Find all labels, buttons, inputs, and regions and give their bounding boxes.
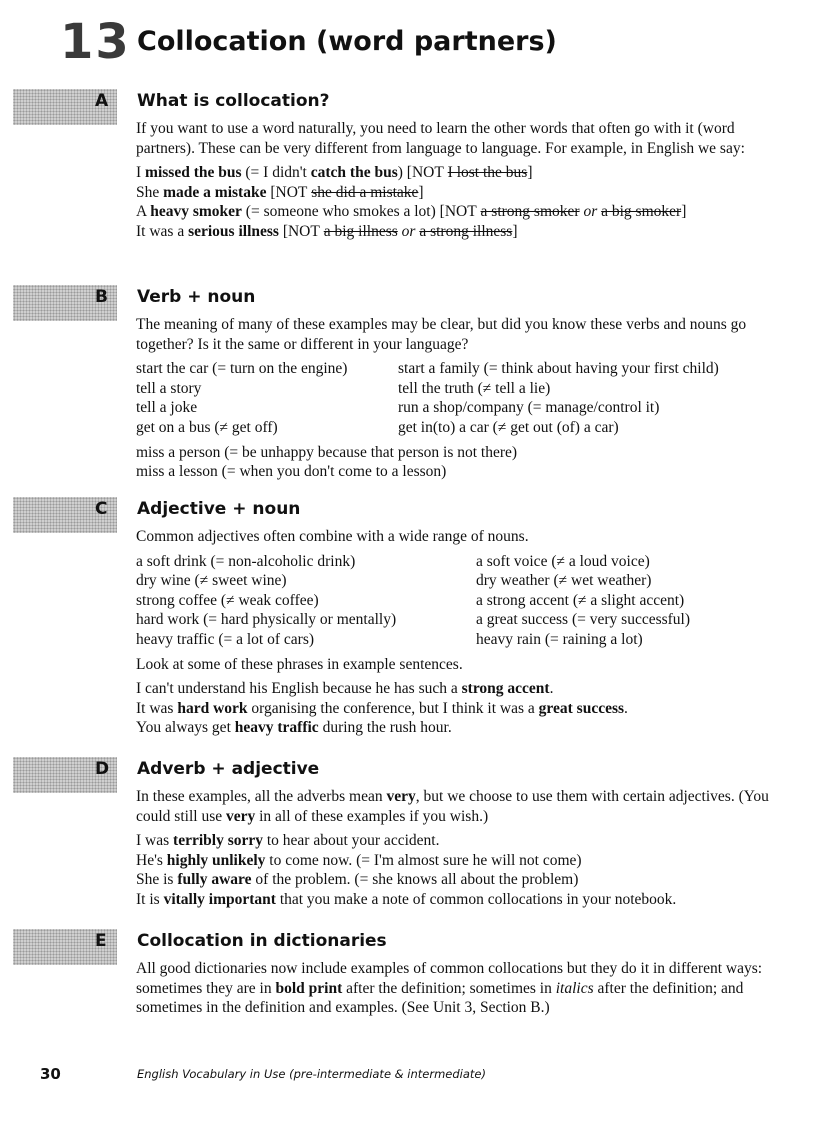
- book-title: English Vocabulary in Use (pre-intermediate & intermediate): [137, 1067, 486, 1081]
- table-cell: get in(to) a car (≠ get out (of) a car): [398, 418, 619, 436]
- table-row: [136, 359, 719, 379]
- table-cell: start the car (= turn on the engine): [136, 360, 348, 378]
- section-c-look: Look at some of these phrases in example sentences.: [136, 655, 463, 673]
- section-c-letter: C: [95, 499, 108, 519]
- example-line: It is vitally important that you make a note of common collocations in your notebook.: [136, 890, 677, 908]
- example-line: I was terribly sorry to hear about your accident.: [136, 832, 440, 850]
- example-line: It was a serious illness [NOT a big illness or a strong illness]: [136, 222, 518, 240]
- table-cell: get on a bus (≠ get off): [136, 418, 278, 436]
- table-cell: a great success (= very successful): [476, 611, 691, 629]
- table-cell: tell a story: [136, 379, 202, 397]
- section-c-heading: Adjective + noun: [137, 499, 301, 519]
- table-cell: a soft drink (= non-alcoholic drink): [136, 552, 356, 570]
- section-c-intro: Common adjectives often combine with a wide range of nouns.: [136, 528, 529, 545]
- unit-title: Collocation (word partners): [137, 26, 557, 57]
- unit-number: 13: [60, 14, 131, 70]
- adjective-noun-table: [136, 552, 690, 650]
- example-line: I can't understand his English because he has such a strong accent.: [136, 680, 554, 698]
- table-cell: dry weather (≠ wet weather): [476, 572, 652, 590]
- table-cell: a strong accent (≠ a slight accent): [476, 591, 685, 609]
- table-cell: hard work (= hard physically or mentally): [136, 611, 397, 629]
- table-row: [136, 610, 690, 630]
- table-row: [136, 591, 690, 611]
- section-e-letter: E: [95, 931, 107, 951]
- table-cell: strong coffee (≠ weak coffee): [136, 591, 319, 609]
- table-cell: heavy rain (= raining a lot): [476, 630, 643, 648]
- table-cell: tell the truth (≠ tell a lie): [398, 379, 551, 397]
- section-e-text: All good dictionaries now include examples of common collocations but they do it in different ways: sometimes they are in bold print after the definition; sometimes in italics after the definition; and sometimes in the definition and examples. (See Unit 3, Section B.): [136, 960, 763, 1017]
- section-e-heading: Collocation in dictionaries: [137, 931, 387, 951]
- list-item: miss a lesson (= when you don't come to a lesson): [136, 463, 447, 481]
- page-number: 30: [40, 1065, 61, 1083]
- table-row: [136, 398, 719, 418]
- section-b-heading: Verb + noun: [137, 287, 256, 307]
- example-line: She is fully aware of the problem. (= she knows all about the problem): [136, 871, 579, 889]
- example-line: I missed the bus (= I didn't catch the bus) [NOT I lost the bus]: [136, 164, 533, 182]
- section-a-letter: A: [95, 91, 109, 111]
- section-a-body: [136, 119, 796, 242]
- table-cell: dry wine (≠ sweet wine): [136, 572, 287, 590]
- section-e-body: [136, 959, 796, 1023]
- section-b-intro: The meaning of many of these examples may be clear, but did you know these verbs and nouns go together? Is it the same or different in your language?: [136, 316, 747, 353]
- section-c-body: [136, 527, 796, 738]
- table-row: [136, 571, 690, 591]
- table-cell: heavy traffic (= a lot of cars): [136, 630, 315, 648]
- section-d-heading: Adverb + adjective: [137, 759, 320, 779]
- section-d-intro: In these examples, all the adverbs mean very, but we choose to use them with certain adjectives. (You could still use very in all of these examples if you wish.): [136, 788, 769, 825]
- section-d-letter: D: [95, 759, 110, 779]
- table-row: [136, 630, 690, 650]
- example-line: It was hard work organising the conference, but I think it was a great success.: [136, 699, 628, 717]
- table-cell: tell a joke: [136, 399, 198, 417]
- example-line: She made a mistake [NOT she did a mistake]: [136, 183, 424, 201]
- verb-noun-table: [136, 359, 719, 437]
- section-a-intro: If you want to use a word naturally, you need to learn the other words that often go with it (word partners). These can be very different from language to language. For example, in English we say:: [136, 120, 745, 157]
- section-b-letter: B: [95, 287, 108, 307]
- section-d-body: [136, 787, 796, 910]
- example-line: You always get heavy traffic during the rush hour.: [136, 719, 452, 737]
- example-line: A heavy smoker (= someone who smokes a lot) [NOT a strong smoker or a big smoker]: [136, 203, 687, 221]
- example-line: He's highly unlikely to come now. (= I'm almost sure he will not come): [136, 851, 582, 869]
- section-a-heading: What is collocation?: [137, 91, 330, 111]
- table-cell: start a family (= think about having your first child): [398, 360, 719, 378]
- table-row: [136, 379, 719, 399]
- table-row: [136, 552, 690, 572]
- list-item: miss a person (= be unhappy because that person is not there): [136, 443, 518, 461]
- table-cell: a soft voice (≠ a loud voice): [476, 552, 650, 570]
- section-b-body: [136, 315, 796, 482]
- table-cell: run a shop/company (= manage/control it): [398, 399, 660, 417]
- table-row: [136, 418, 719, 438]
